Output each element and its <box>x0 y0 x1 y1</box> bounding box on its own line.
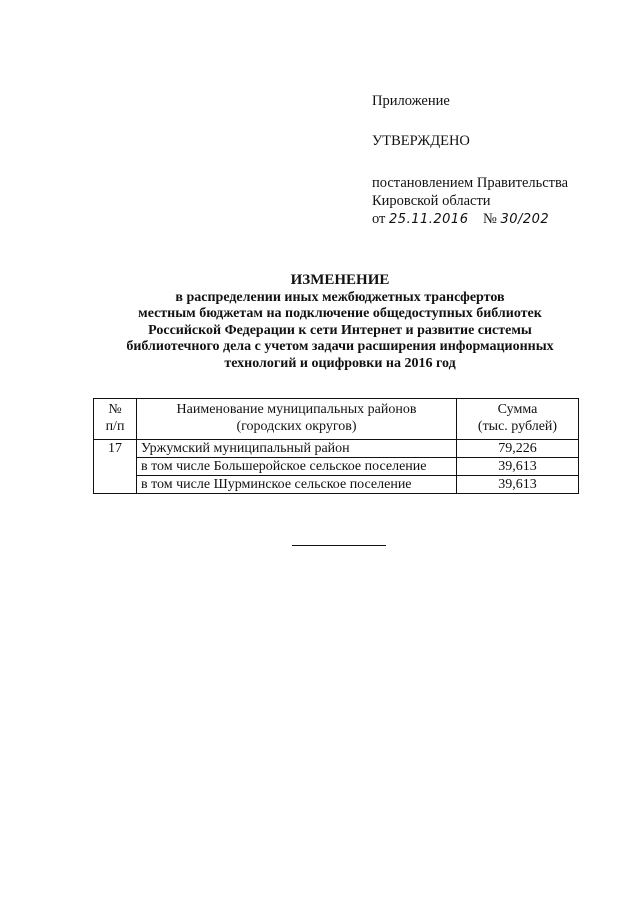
header-sum <box>457 399 579 440</box>
header-name-line1: Наименование муниципальных районов <box>176 402 417 417</box>
title-heading: ИЗМЕНЕНИЕ <box>290 272 390 288</box>
number-prefix: № <box>482 211 497 227</box>
header-name <box>137 399 457 440</box>
decree-number: 30/202 <box>500 212 550 227</box>
title-line: Российской Федерации к сети Интернет и развитие системы <box>148 322 532 338</box>
header-name-line2: (городских округов) <box>236 419 357 434</box>
table-row <box>94 458 579 476</box>
title-line: местным бюджетам на подключение общедоступных библиотек <box>138 306 542 322</box>
end-divider <box>292 545 386 546</box>
header-num <box>94 399 137 440</box>
row-name: в том числе Большеройское сельское поселение <box>137 458 457 476</box>
row-sum: 39,613 <box>457 476 579 494</box>
document-title <box>60 272 620 373</box>
row-sum: 79,226 <box>457 440 579 458</box>
approval-block <box>372 92 568 229</box>
approved-label: УТВЕРЖДЕНО <box>372 133 470 149</box>
table-row <box>94 476 579 494</box>
title-line: библиотечного дела с учетом задачи расширения информационных <box>126 339 554 355</box>
decree-line-2: Кировской области <box>372 193 491 209</box>
decree-date-number <box>372 210 568 229</box>
appendix-label: Приложение <box>372 93 450 109</box>
row-num: 17 <box>94 440 137 494</box>
header-num-line2: п/п <box>105 419 125 434</box>
title-line: в распределении иных межбюджетных трансфертов <box>175 289 505 305</box>
table-row <box>94 440 579 458</box>
row-name: Уржумский муниципальный район <box>137 440 457 458</box>
table-header-row <box>94 399 579 440</box>
row-sum: 39,613 <box>457 458 579 476</box>
date-prefix: от <box>372 211 386 227</box>
title-line: технологий и оцифровки на 2016 год <box>224 355 456 371</box>
header-sum-line1: Сумма <box>497 402 538 417</box>
row-name: в том числе Шурминское сельское поселение <box>137 476 457 494</box>
distribution-table <box>93 398 579 494</box>
decree-date: 25.11.2016 <box>389 212 469 227</box>
header-sum-line2: (тыс. рублей) <box>477 419 558 434</box>
header-num-line1: № <box>108 402 122 417</box>
decree-line-1: постановлением Правительства <box>372 175 569 191</box>
